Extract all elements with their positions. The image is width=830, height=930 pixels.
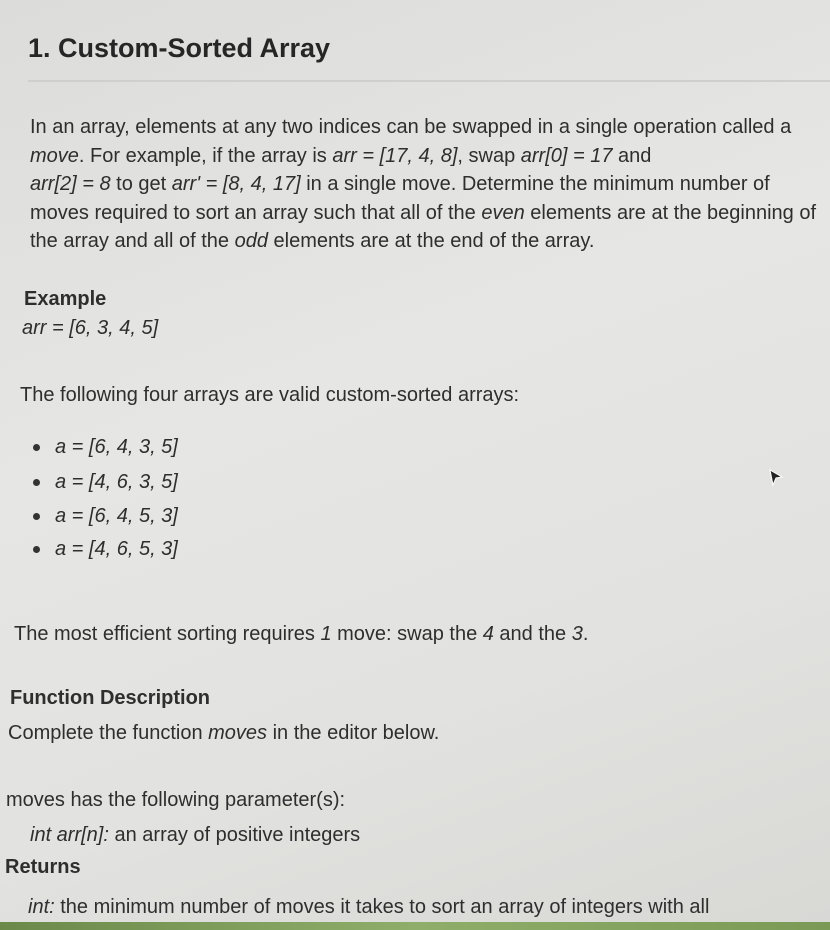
bullet-icon — [33, 513, 40, 520]
text: to get — [110, 173, 172, 195]
text: in a single move. Determine the minimum number of moves required to sort an array such that all of the — [30, 173, 770, 224]
bullet-icon — [33, 546, 40, 553]
editor-panel-edge — [0, 922, 830, 930]
returns-description — [28, 893, 709, 921]
text: and — [612, 144, 652, 167]
parameter-item — [30, 821, 360, 849]
parameters-intro: moves has the following parameter(s): — [6, 789, 346, 811]
text: an array of positive integers — [108, 824, 361, 846]
text: elements are at the beginning of the array and all of the — [30, 201, 817, 252]
text: Complete the function — [8, 722, 209, 744]
text: , swap — [457, 144, 521, 167]
text: 1 — [320, 623, 332, 645]
text: the minimum number of moves it takes to sort an array of integers with all — [54, 896, 710, 918]
bullet-icon — [33, 479, 40, 486]
list-item: a = [4, 6, 3, 5] — [55, 471, 178, 493]
text: int arr[n]: — [30, 824, 109, 846]
list-item: a = [4, 6, 5, 3] — [55, 538, 178, 560]
example-intro: The following four arrays are valid custom-sorted arrays: — [20, 384, 520, 406]
problem-description — [30, 113, 830, 256]
text: and the — [493, 623, 572, 645]
text: odd — [234, 230, 268, 252]
example-heading: Example — [24, 288, 107, 310]
text: moves — [208, 722, 268, 744]
title-divider — [28, 80, 830, 82]
text: In an array, elements at any two indices can be swapped in a single operation called a — [30, 116, 792, 138]
text: even — [481, 201, 525, 224]
function-description-text — [8, 719, 439, 747]
text: arr[2] = 8 — [30, 173, 111, 195]
bullet-icon — [33, 444, 40, 451]
function-description-heading: Function Description — [10, 687, 210, 709]
text: move — [30, 144, 79, 167]
text: The most efficient sorting requires — [14, 623, 321, 645]
text: 4 — [482, 623, 494, 645]
text: arr' = [8, 4, 17] — [171, 173, 301, 195]
returns-heading: Returns — [5, 856, 81, 878]
text: int: — [28, 896, 55, 918]
text: . For example, if the array is — [78, 144, 333, 167]
list-item: a = [6, 4, 3, 5] — [55, 436, 178, 458]
text: arr[0] = 17 — [520, 144, 613, 167]
text: in the editor below. — [267, 722, 440, 744]
example-array: arr = [6, 3, 4, 5] — [22, 317, 159, 339]
example-conclusion — [14, 620, 588, 648]
list-item: a = [6, 4, 5, 3] — [55, 505, 178, 527]
text: elements are at the end of the array. — [267, 230, 595, 252]
text: move: swap the — [331, 623, 483, 645]
mouse-cursor-icon — [768, 468, 784, 488]
text: . — [582, 623, 589, 645]
text: 3 — [571, 623, 583, 645]
problem-title: 1. Custom-Sorted Array — [28, 33, 331, 63]
text: arr = [17, 4, 8] — [332, 144, 458, 167]
